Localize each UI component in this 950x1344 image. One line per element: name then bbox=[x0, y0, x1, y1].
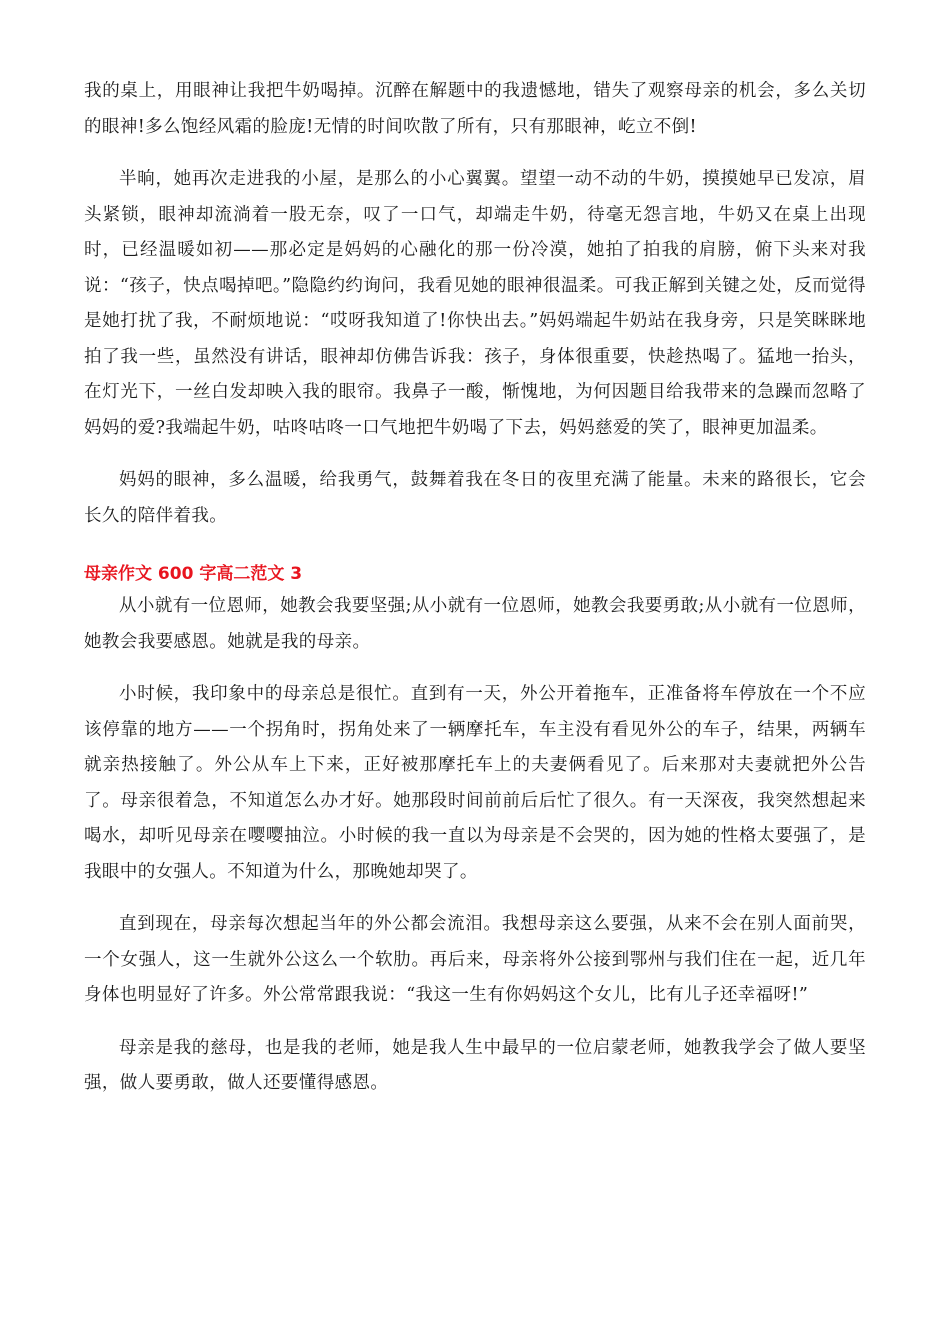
paragraph-mothers-eyes: 妈妈的眼神，多么温暖，给我勇气，鼓舞着我在冬日的夜里充满了能量。未来的路很长，它会长久的陪伴着我。 bbox=[84, 470, 866, 526]
paragraph-conclusion: 母亲是我的慈母，也是我的老师，她是我人生中最早的一位启蒙老师，她教我学会了做人要坚强，做人要勇敢，做人还要懂得感恩。 bbox=[84, 1037, 866, 1093]
paragraph-half-moment: 半晌，她再次走进我的小屋，是那么的小心翼翼。望望一动不动的牛奶，摸摸她早已发凉，眉头紧锁，眼神却流淌着一股无奈，叹了一口气，却端走牛奶，待毫无怨言地，牛奶又在桌上出现时，已经温暖如初——那必定是妈妈的心融化的那一份冷漠，她拍了拍我的肩膀，俯下头来对我说：“孩子，快点喝掉吧。”隐隐约约询问，我看见她的眼神很温柔。可我正解到关键之处，反而觉得是她打扰了我，不耐烦地说：“哎呀我知道了!你快出去。”妈妈端起牛奶站在我身旁，只是笑眯眯地拍了我一些，虽然没有讲话，眼神却仿佛告诉我：孩子，身体很重要，快趁热喝了。猛地一抬头，在灯光下，一丝白发却映入我的眼帘。我鼻子一酸，惭愧地，为何因题目给我带来的急躁而忽略了妈妈的爱?我端起牛奶，咕咚咕咚一口气地把牛奶喝了下去，妈妈慈爱的笑了，眼神更加温柔。 bbox=[84, 169, 866, 438]
paragraph-teacher-intro: 从小就有一位恩师，她教会我要坚强;从小就有一位恩师，她教会我要勇敢;从小就有一位恩师，她教会我要感恩。她就是我的母亲。 bbox=[84, 596, 866, 652]
paragraph-continued: 我的桌上，用眼神让我把牛奶喝掉。沉醉在解题中的我遗憾地，错失了观察母亲的机会，多么关切的眼神!多么饱经风霜的脸庞!无情的时间吹散了所有，只有那眼神，屹立不倒! bbox=[84, 81, 866, 137]
section-heading: 母亲作文 600 字高二范文 3 bbox=[84, 564, 303, 584]
paragraph-childhood: 小时候，我印象中的母亲总是很忙。直到有一天，外公开着拖车，正准备将车停放在一个不应该停靠的地方——一个拐角时，拐角处来了一辆摩托车，车主没有看见外公的车子，结果，两辆车就亲热接触了。外公从车上下来，正好被那摩托车上的夫妻俩看见了。后来那对夫妻就把外公告了。母亲很着急，不知道怎么办才好。她那段时间前前后后忙了很久。有一天深夜，我突然想起来喝水，却听见母亲在嘤嘤抽泣。小时候的我一直以为母亲是不会哭的，因为她的性格太要强了，是我眼中的女强人。不知道为什么，那晚她却哭了。 bbox=[84, 684, 866, 882]
document-page bbox=[84, 74, 866, 1102]
paragraph-until-now: 直到现在，母亲每次想起当年的外公都会流泪。我想母亲这么要强，从来不会在别人面前哭，一个女强人，这一生就外公这么一个软肋。再后来，母亲将外公接到鄂州与我们住在一起，近几年身体也明显好了许多。外公常常跟我说：“我这一生有你妈妈这个女儿，比有儿子还幸福呀!” bbox=[84, 914, 866, 1005]
